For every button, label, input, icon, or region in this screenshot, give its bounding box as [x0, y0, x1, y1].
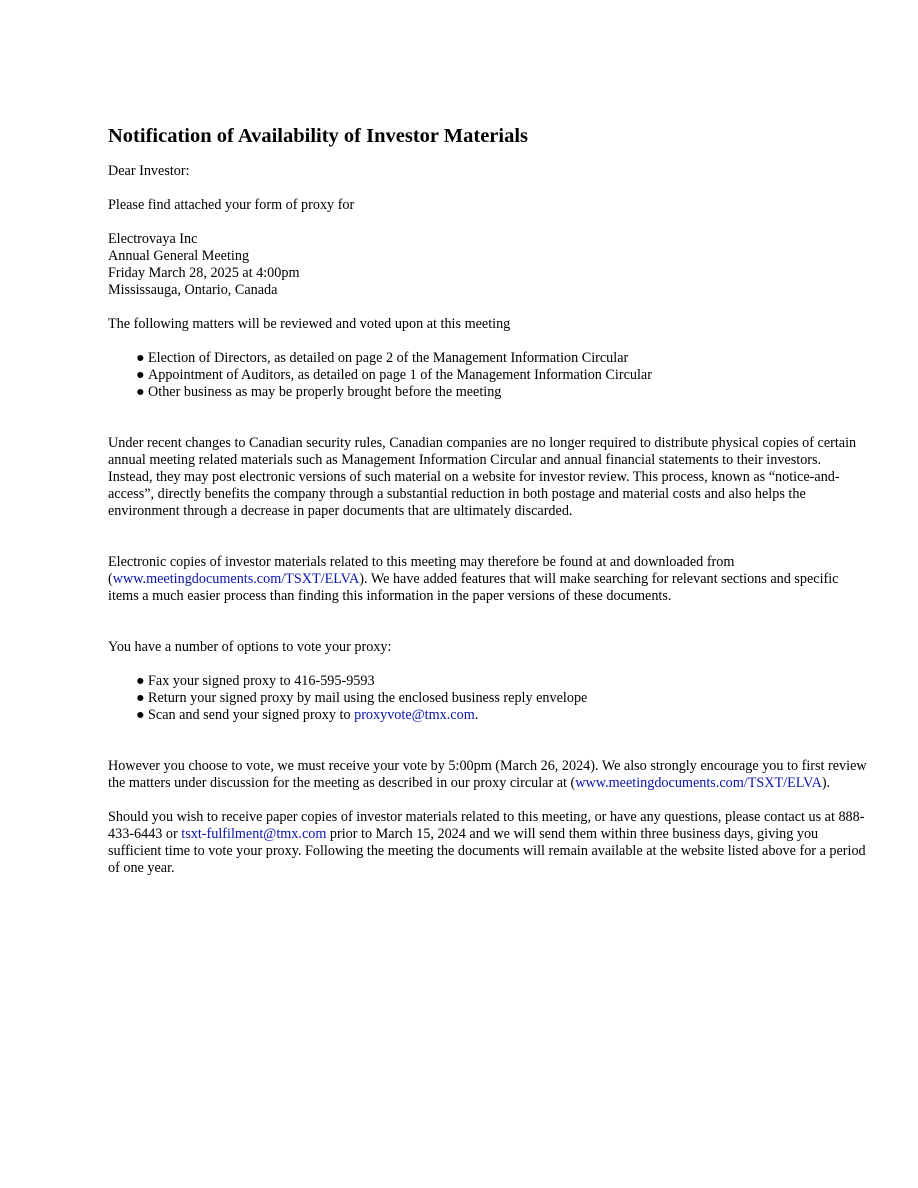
deadline-paragraph: However you choose to vote, we must receive your vote by 5:00pm (March 26, 2024). We also strongly encourage you to first review the matters under discussion for the meeting as described in our proxy circular at (www.meetingdocuments.com/TSXT/ELVA).: [108, 758, 867, 791]
bullet-icon: ●: [136, 384, 145, 400]
meeting-documents-link[interactable]: www.meetingdocuments.com/TSXT/ELVA: [112, 571, 360, 587]
options-intro: You have a number of options to vote your proxy:: [108, 639, 392, 655]
notice-document: [108, 123, 868, 877]
list-item: ● Election of Directors, as detailed on page 2 of the Management Information Circular: [136, 350, 629, 366]
rules-paragraph: Under recent changes to Canadian security rules, Canadian companies are no longer required to distribute physical copies of certain annual meeting related materials such as Management Information Circular and annual financial statements to their investors. Instead, they may post electronic versions of such material on a website for investor review. This process, known as “notice-and-access”, directly benefits the company through a substantial reduction in both postage and material costs and also helps the environment through a decrease in paper documents that are ultimately discarded.: [108, 435, 857, 519]
matters-intro: The following matters will be reviewed and voted upon at this meeting: [108, 316, 511, 332]
bullet-icon: ●: [136, 673, 145, 689]
electronic-paragraph: Electronic copies of investor materials related to this meeting may therefore be found at and downloaded from (www.meetingdocuments.com/TSXT/ELVA). We have added features that will make searching for relevant sections and specific items a much easier process than finding this information in the paper versions of these documents.: [108, 554, 839, 604]
fulfilment-email-link[interactable]: tsxt-fulfilment@tmx.com: [181, 826, 327, 842]
paper-copies-paragraph: Should you wish to receive paper copies of investor materials related to this meeting, or have any questions, please contact us at 888-433-6443 or tsxt-fulfilment@tmx.com prior to March 15, 2024 and we will send them within three business days, giving you sufficient time to vote your proxy. Following the meeting the documents will remain available at the website listed above for a period of one year.: [108, 809, 866, 876]
bullet-icon: ●: [136, 690, 145, 706]
company-name: Electrovaya Inc: [108, 231, 198, 247]
bullet-icon: ●: [136, 707, 145, 723]
bullet-icon: ●: [136, 350, 145, 366]
list-item: ● Return your signed proxy by mail using the enclosed business reply envelope: [136, 690, 588, 706]
page-title: Notification of Availability of Investor Materials: [108, 125, 529, 147]
meeting-type: Annual General Meeting: [108, 248, 250, 264]
meeting-location: Mississauga, Ontario, Canada: [108, 282, 278, 298]
list-item: ● Appointment of Auditors, as detailed on page 1 of the Management Information Circular: [136, 367, 652, 383]
list-item: ● Other business as may be properly brought before the meeting: [136, 384, 502, 400]
intro-text: Please find attached your form of proxy for: [108, 197, 355, 213]
matters-list: [108, 350, 868, 401]
proxyvote-email-link[interactable]: proxyvote@tmx.com: [354, 707, 475, 723]
list-item: ● Scan and send your signed proxy to proxyvote@tmx.com.: [136, 707, 479, 723]
list-item: ● Fax your signed proxy to 416-595-9593: [136, 673, 375, 689]
options-list: [108, 673, 868, 724]
meeting-details: [108, 231, 868, 299]
bullet-icon: ●: [136, 367, 145, 383]
meeting-datetime: Friday March 28, 2025 at 4:00pm: [108, 265, 300, 281]
meeting-documents-link-2[interactable]: www.meetingdocuments.com/TSXT/ELVA: [575, 775, 822, 791]
salutation: Dear Investor:: [108, 163, 190, 179]
